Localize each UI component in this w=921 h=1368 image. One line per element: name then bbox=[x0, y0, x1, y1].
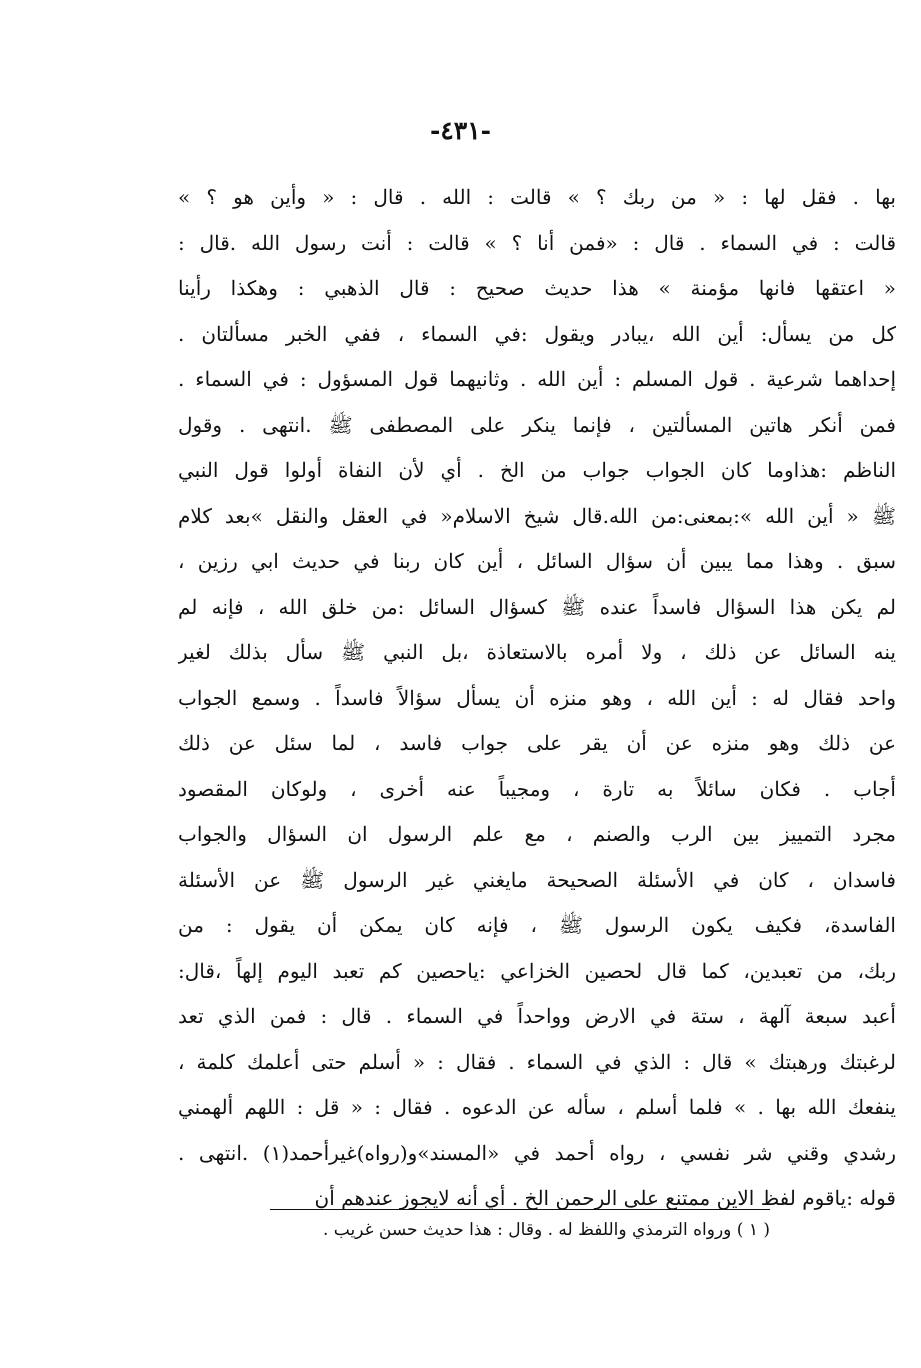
footnote-separator bbox=[270, 1209, 770, 1210]
text-line: ربك، من تعبدين، كما قال لحصين الخزاعي :ياحصين كم تعبد اليوم إلهاً ،قال: bbox=[178, 958, 896, 983]
text-line: بها . فقل لها : « من ربك ؟ » قالت : الله . قال : « وأين هو ؟ » bbox=[178, 185, 896, 209]
text-line: قوله :ياقوم لفظ الاين ممتنع على الرحمن الخ . أي أنه لايجوز عندهم أن bbox=[314, 1186, 896, 1210]
page-number: -٤٣١- bbox=[429, 116, 492, 145]
text-line: أعبد سبعة آلهة ، ستة في الارض وواحداً في السماء . قال : فمن الذي تعد bbox=[178, 1004, 896, 1028]
text-line: كل من يسأل: أين الله ،يبادر ويقول :في السماء ، ففي الخبر مسألتان . bbox=[178, 321, 896, 346]
text-line: عن ذلك وهو منزه عن أن يقر على جواب فاسد ، لما سئل عن ذلك bbox=[178, 731, 896, 755]
footnote: ( ١ ) ورواه الترمذي واللفظ له . وقال : هذا حديث حسن غريب . bbox=[322, 1220, 770, 1240]
body-text bbox=[178, 175, 896, 1222]
text-line: لم يكن هذا السؤال فاسداً عنده ﷺ كسؤال السائل :من خلق الله ، فإنه لم bbox=[178, 594, 896, 619]
text-line: أجاب . فكان سائلاً به تارة ، ومجيباً عنه أخرى ، ولوكان المقصود bbox=[178, 776, 896, 801]
text-line: ينه السائل عن ذلك ، ولا أمره بالاستعاذة ،بل النبي ﷺ سأل بذلك لغير bbox=[178, 640, 896, 664]
text-line: سبق . وهذا مما يبين أن سؤال السائل ، أين كان ربنا في حديث ابي رزين ، bbox=[178, 549, 896, 573]
text-line: فمن أنكر هاتين المسألتين ، فإنما ينكر على المصطفى ﷺ .انتهى . وقول bbox=[178, 412, 896, 437]
text-line: واحد فقال له : أين الله ، وهو منزه أن يسأل سؤالاً فاسداً . وسمع الجواب bbox=[178, 685, 896, 710]
text-line: الفاسدة، فكيف يكون الرسول ﷺ ، فإنه كان يمكن أن يقول : من bbox=[178, 913, 896, 937]
text-line: إحداهما شرعية . قول المسلم : أين الله . وثانيهما قول المسؤول : في السماء . bbox=[178, 367, 896, 391]
text-line: مجرد التمييز بين الرب والصنم ، مع علم الرسول ان السؤال والجواب bbox=[178, 822, 896, 846]
text-line: ينفعك الله بها . » فلما أسلم ، سأله عن الدعوه . فقال : « قل : اللهم ألهمني bbox=[178, 1095, 896, 1119]
text-line: لرغبتك ورهبتك » قال : الذي في السماء . فقال : « أسلم حتى أعلمك كلمة ، bbox=[178, 1049, 896, 1074]
text-line: فاسدان ، كان في الأسئلة الصحيحة مايغني غير الرسول ﷺ عن الأسئلة bbox=[178, 867, 896, 892]
text-line: رشدي وقني شر نفسي ، رواه أحمد في «المسند»و(رواه)غيرأحمد(١) .انتهى . bbox=[178, 1140, 896, 1165]
text-line: قالت : في السماء . قال : «فمن أنا ؟ » قالت : أنت رسول الله .قال : bbox=[178, 230, 896, 255]
text-line: ﷺ « أين الله »:بمعنى:من الله.قال شيخ الاسلام« في العقل والنقل »بعد كلام bbox=[178, 503, 896, 528]
text-line: « اعتقها فانها مؤمنة » هذا حديث صحيح : قال الذهبي : وهكذا رأينا bbox=[178, 276, 896, 300]
text-line: الناظم :هذاوما كان الجواب جواب من الخ . أي لأن النفاة أولوا قول النبي bbox=[178, 458, 896, 482]
